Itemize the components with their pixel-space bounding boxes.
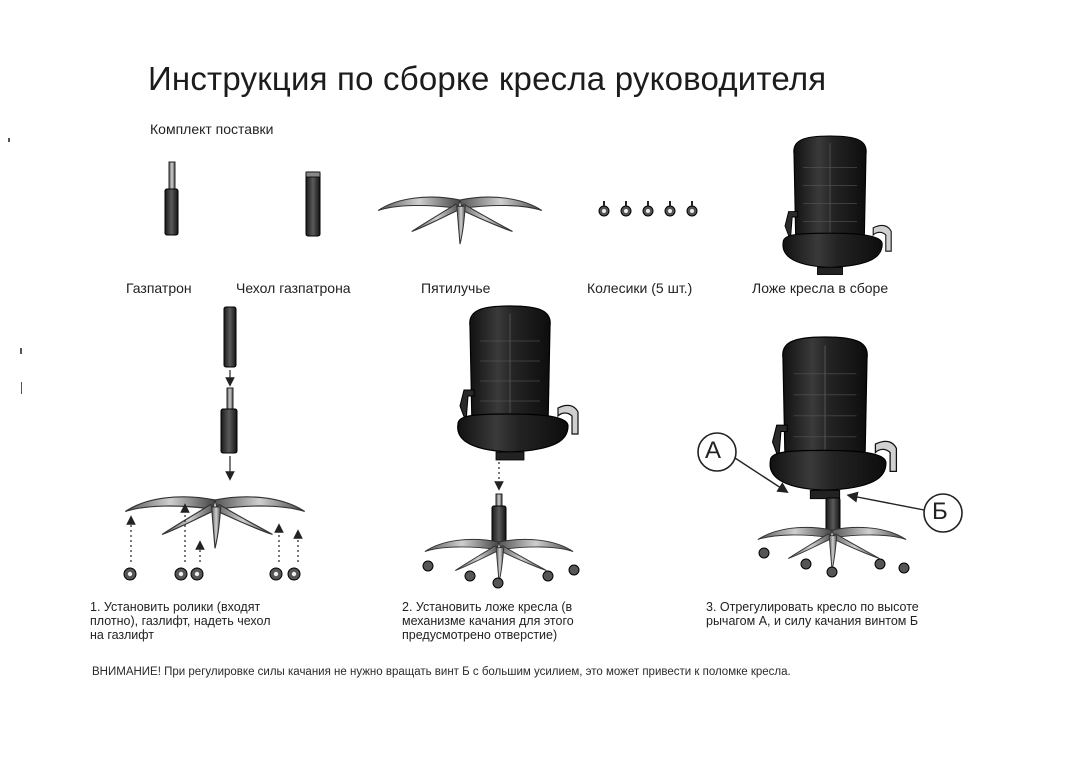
warning-note: ВНИМАНИЕ! При регулировке силы качания не нужно вращать винт Б с большим усилием, это может привести к поломке кресла. <box>92 666 791 678</box>
step-2-illustration <box>423 306 579 588</box>
casters-illustration <box>599 201 697 216</box>
step-3-illustration <box>698 337 962 577</box>
gas-cylinder-illustration <box>165 162 178 235</box>
page-title: Инструкция по сборке кресла руководителя <box>148 60 827 97</box>
seat-assembly-illustration <box>783 136 891 275</box>
part-label-seat-assembly: Ложе кресла в сборе <box>752 280 889 296</box>
step-1-text: 1. Установить ролики (входят плотно), газлифт, надеть чехол на газлифт <box>90 600 271 642</box>
part-label-cylinder-cover: Чехол газпатрона <box>236 280 351 296</box>
part-label-star-base: Пятилучье <box>421 280 491 296</box>
scan-speck <box>20 348 22 354</box>
step-3-text: 3. Отрегулировать кресло по высоте рычагом А, и силу качания винтом Б <box>706 600 919 628</box>
step-2-text: 2. Установить ложе кресла (в механизме качания для этого предусмотрено отверстие) <box>402 600 574 642</box>
step-1-illustration <box>124 307 305 580</box>
callout-screw-letter: Б <box>932 498 948 525</box>
kit-heading: Комплект поставки <box>150 121 274 137</box>
scan-speck <box>21 382 22 394</box>
star-base-illustration <box>378 197 542 244</box>
part-label-gas-cylinder: Газпатрон <box>126 280 192 296</box>
callout-lever-letter: А <box>705 437 722 464</box>
cylinder-cover-illustration <box>306 172 320 236</box>
part-label-casters: Колесики (5 шт.) <box>587 280 693 296</box>
scan-speck <box>8 138 10 142</box>
